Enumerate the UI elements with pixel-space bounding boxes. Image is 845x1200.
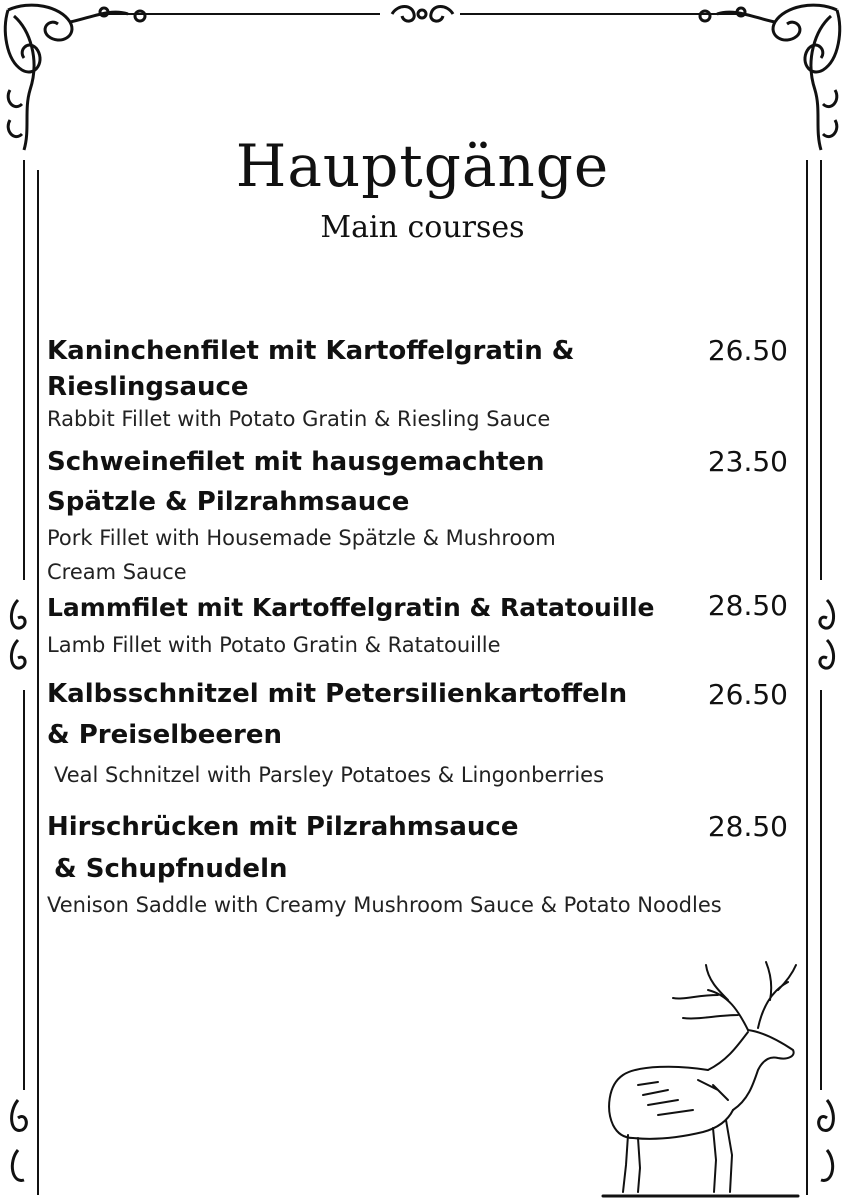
item-price: 28.50 — [707, 810, 788, 843]
stag-illustration — [598, 960, 808, 1200]
item-description: Lamb Fillet with Potato Gratin & Ratatouille — [47, 633, 501, 657]
item-description: Rabbit Fillet with Potato Gratin & Riesling Sauce — [47, 407, 551, 431]
item-name-line: Spätzle & Pilzrahmsauce — [47, 487, 410, 517]
item-description: Pork Fillet with Housemade Spätzle & Mushroom — [47, 526, 556, 550]
item-name-line: Hirschrücken mit Pilzrahmsauce — [47, 812, 519, 842]
item-name-line: & Preiselbeeren — [47, 720, 283, 750]
item-price: 28.50 — [707, 589, 788, 622]
top-center-ornament — [392, 7, 453, 22]
item-name-line: Kaninchenfilet mit Kartoffelgratin & — [47, 336, 575, 366]
item-price: 26.50 — [707, 678, 788, 711]
corner-ornament-top-right — [700, 5, 840, 150]
item-price: 23.50 — [707, 445, 788, 478]
item-price: 26.50 — [707, 334, 788, 367]
item-name-line: Schweinefilet mit hausgemachten — [47, 447, 545, 477]
item-description: Venison Saddle with Creamy Mushroom Sauce & Potato Noodles — [47, 893, 722, 917]
item-name-line: Lammfilet mit Kartoffelgratin & Ratatouille — [47, 593, 655, 622]
page-title: Hauptgänge — [235, 132, 610, 200]
corner-ornament-top-left — [5, 5, 145, 150]
item-name-line: & Schupfnudeln — [54, 854, 288, 884]
page-subtitle: Main courses — [320, 210, 525, 245]
item-description: Veal Schnitzel with Parsley Potatoes & Lingonberries — [54, 763, 605, 787]
item-name-line: Rieslingsauce — [47, 372, 249, 402]
item-name-line: Kalbsschnitzel mit Petersilienkartoffeln — [47, 679, 628, 709]
item-description: Cream Sauce — [47, 560, 187, 584]
